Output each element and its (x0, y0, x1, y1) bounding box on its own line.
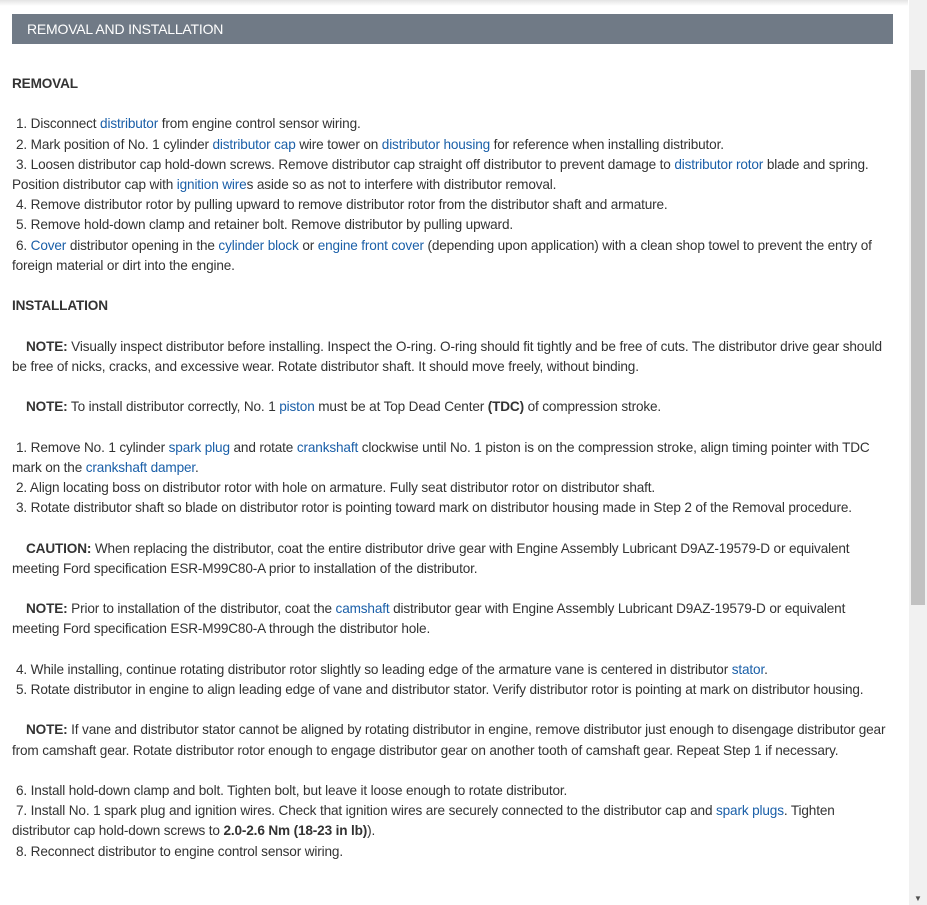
text-segment: and rotate (229, 439, 297, 455)
text-segment: Prior to installation of the distributor, coat the (67, 601, 336, 617)
list-item (12, 478, 893, 498)
glossary-link[interactable]: distributor cap (212, 136, 296, 152)
scrollbar[interactable] (909, 0, 927, 905)
bold-text: NOTE: (26, 601, 68, 617)
text-segment: When replacing the distributor, coat the entire distributor drive gear with Engine Assembly Lubricant D9AZ-19579-D or equivalent meeting Ford specification ESR-M99C80-A prior to installation of the distributor. (12, 540, 850, 576)
glossary-link[interactable]: ignition wire (176, 177, 247, 192)
list-item (12, 680, 893, 700)
text-segment: 1. Disconnect (16, 116, 101, 132)
text-segment: (depending upon application) with a clean shop towel to prevent the entry of foreign material or dirt into the engine. (12, 237, 872, 273)
text-segment: distributor opening in the (66, 237, 219, 253)
step-list (12, 781, 893, 862)
section-heading (12, 74, 893, 94)
text-segment: ). (367, 823, 376, 839)
glossary-link[interactable]: spark plug (168, 439, 230, 455)
note-block (12, 397, 893, 417)
text-segment: If vane and distributor stator cannot be aligned by rotating distributor in engine, remove distributor just enough to disengage distributor gear from camshaft gear. Rotate distributor rotor enough to engage distributor gear on another tooth of camshaft gear. Repeat Step 1 if necessary. (12, 722, 886, 758)
text-segment: from engine control sensor wiring. (158, 116, 361, 132)
text-segment: wire tower on (295, 136, 382, 152)
bold-text: NOTE: (26, 338, 68, 354)
text-segment: Visually inspect distributor before installing. Inspect the O-ring. O-ring should fit tightly and be free of cuts. The distributor drive gear should be free of nicks, cracks, and excessive wear. Rotate distributor shaft. It should move freely, without binding. (12, 338, 882, 374)
text-segment: . (195, 459, 199, 475)
list-item (12, 236, 893, 276)
note-block (12, 720, 893, 760)
glossary-link[interactable]: distributor rotor (674, 156, 764, 172)
glossary-link[interactable]: stator (731, 661, 765, 677)
bold-text: NOTE: (26, 399, 68, 415)
glossary-link[interactable]: piston (279, 399, 315, 415)
heading-text (12, 74, 893, 94)
step-list (12, 660, 893, 700)
note-text (12, 337, 893, 377)
text-segment: or (298, 237, 318, 253)
glossary-link[interactable]: distributor housing (381, 136, 491, 152)
list-item (12, 498, 893, 518)
text-segment: 3. Loosen distributor cap hold-down screws. Remove distributor cap straight off distributor to prevent damage to (16, 156, 675, 172)
glossary-link[interactable]: cylinder block (218, 237, 299, 253)
note-text (12, 720, 893, 760)
list-item (12, 438, 893, 478)
list-item (12, 195, 893, 215)
step-list (12, 438, 893, 519)
text-segment: . Tighten distributor cap hold-down screws to (12, 803, 835, 839)
text-segment: 5. Remove hold-down clamp and retainer bolt. Remove distributor by pulling upward. (16, 217, 513, 233)
top-shadow (0, 0, 908, 6)
note-text (12, 539, 893, 579)
article-body (12, 44, 893, 862)
bold-text: CAUTION: (26, 540, 92, 556)
scroll-down-icon[interactable]: ▼ (914, 894, 922, 903)
text-segment: 2. Align locating boss on distributor rotor with hole on armature. Fully seat distributor rotor on distributor shaft. (16, 479, 656, 495)
note-block (12, 337, 893, 377)
note-block (12, 599, 893, 639)
text-segment: . (764, 661, 768, 677)
text-segment: REMOVAL (12, 76, 78, 91)
glossary-link[interactable]: engine front cover (317, 237, 424, 253)
text-segment: s aside so as not to interfere with distributor removal. (246, 177, 557, 192)
glossary-link[interactable]: crankshaft (296, 439, 359, 455)
text-segment: 8. Reconnect distributor to engine control sensor wiring. (16, 843, 343, 859)
list-item (12, 781, 893, 801)
text-segment: 6. (16, 237, 31, 253)
text-segment: 6. Install hold-down clamp and bolt. Tighten bolt, but leave it loose enough to rotate distributor. (16, 782, 568, 798)
text-segment: for reference when installing distributor. (490, 136, 724, 152)
text-segment: 2. Mark position of No. 1 cylinder (16, 136, 213, 152)
text-segment: To install distributor correctly, No. 1 (67, 399, 280, 415)
list-item (12, 660, 893, 680)
text-segment: 7. Install No. 1 spark plug and ignition wires. Check that ignition wires are securely connected to the distributor cap and (16, 803, 716, 819)
text-segment: 4. Remove distributor rotor by pulling upward to remove distributor rotor from the distributor shaft and armature. (16, 197, 668, 213)
step-list (12, 114, 893, 276)
glossary-link[interactable]: spark plugs (716, 803, 784, 819)
glossary-link[interactable]: distributor (100, 116, 159, 132)
bold-text: (TDC) (487, 399, 524, 415)
text-segment: 1. Remove No. 1 cylinder (16, 439, 169, 455)
list-item (12, 135, 893, 155)
text-segment: of compression stroke. (523, 399, 662, 415)
list-item (12, 215, 893, 235)
list-item (12, 842, 893, 862)
bold-text: NOTE: (26, 722, 68, 738)
text-segment: blade and spring. Position distributor cap with (12, 156, 869, 192)
section-header (12, 14, 893, 44)
scrollbar-thumb[interactable] (911, 70, 925, 605)
text-segment: must be at Top Dead Center (314, 399, 488, 415)
heading-text (12, 296, 893, 316)
text-segment: 3. Rotate distributor shaft so blade on distributor rotor is pointing toward mark on distributor housing made in Step 2 of the Removal procedure. (16, 500, 852, 516)
glossary-link[interactable]: Cover (30, 237, 67, 253)
list-item (12, 114, 893, 134)
section-heading (12, 296, 893, 316)
note-block (12, 539, 893, 579)
text-segment: distributor gear with Engine Assembly Lubricant D9AZ-19579-D or equivalent meeting Ford specification ESR-M99C80-A through the distributor hole. (12, 601, 846, 637)
text-segment: clockwise until No. 1 piston is on the compression stroke, align timing pointer with TDC mark on the (12, 439, 870, 475)
article (12, 14, 893, 882)
text-segment: 4. While installing, continue rotating distributor rotor slightly so leading edge of the armature vane is centered in distributor (16, 661, 732, 677)
note-text (12, 599, 893, 639)
list-item (12, 155, 893, 195)
bold-text: 2.0-2.6 Nm (18-23 in lb) (223, 823, 368, 839)
glossary-link[interactable]: crankshaft damper (85, 459, 196, 475)
note-text (12, 397, 893, 417)
text-segment: INSTALLATION (12, 298, 108, 314)
glossary-link[interactable]: camshaft (335, 601, 390, 617)
text-segment: 5. Rotate distributor in engine to align leading edge of vane and distributor stator. Verify distributor rotor is pointing at mark on distributor housing. (16, 681, 864, 697)
list-item (12, 801, 893, 841)
section-title: REMOVAL AND INSTALLATION (27, 21, 224, 37)
